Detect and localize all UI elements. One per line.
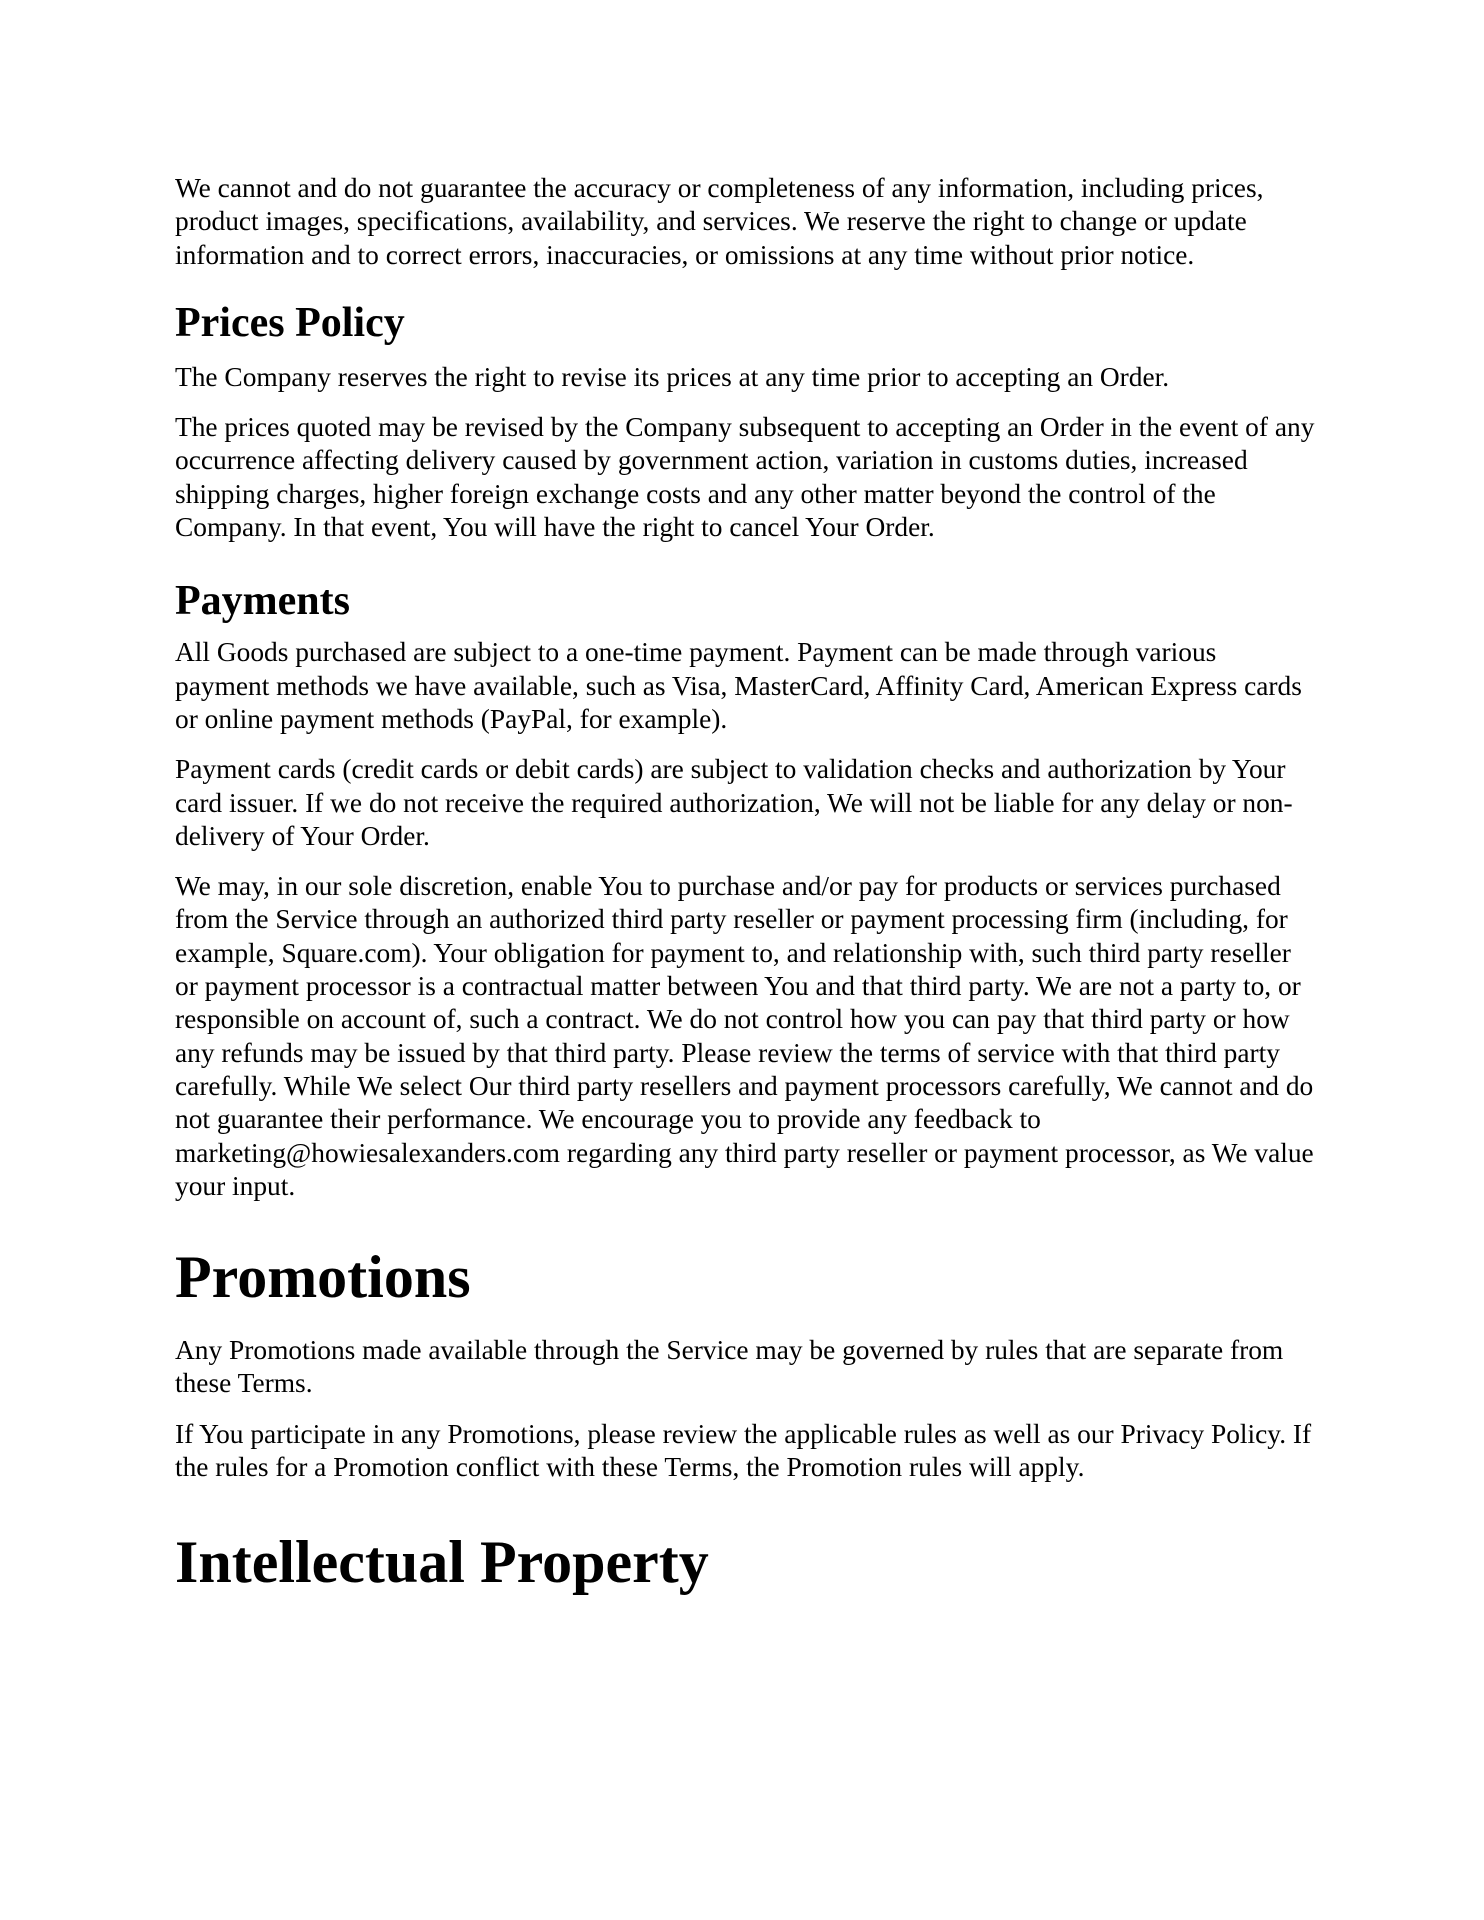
payments-heading: Payments: [175, 578, 350, 625]
intellectual-property-heading: Intellectual Property: [175, 1529, 709, 1596]
payments-paragraph-2: Payment cards (credit cards or debit cards) are subject to validation checks and authorization by Your card issuer. If we do not receive the required authorization, We will not be liable for any delay or non-delivery of Your Order.: [175, 754, 1293, 851]
promotions-paragraph-2: If You participate in any Promotions, please review the applicable rules as well as our Privacy Policy. If the rules for a Promotion conflict with these Terms, the Promotion rules will apply.: [175, 1418, 1312, 1483]
prices-policy-paragraph-1: The Company reserves the right to revise its prices at any time prior to accepting an Order.: [175, 361, 1170, 392]
prices-policy-heading: Prices Policy: [175, 299, 405, 346]
promotions-heading: Promotions: [175, 1244, 471, 1311]
intro-paragraph: We cannot and do not guarantee the accuracy or completeness of any information, including prices, product images, specifications, availability, and services. We reserve the right to change or update information and to correct errors, inaccuracies, or omissions at any time without prior notice.: [175, 173, 1264, 270]
promotions-paragraph-1: Any Promotions made available through the Service may be governed by rules that are separate from these Terms.: [175, 1335, 1284, 1399]
document-page: [175, 172, 1315, 1596]
payments-paragraph-3: We may, in our sole discretion, enable You to purchase and/or pay for products or services purchased from the Service through an authorized third party reseller or payment processing firm (including, for example, Square.com). Your obligation for payment to, and relationship with, such third party reseller or payment processor is a contractual matter between You and that third party. We are not a party to, or responsible on account of, such a contract. We do not control how you can pay that third party or how any refunds may be issued by that third party. Please review the terms of service with that third party carefully. While We select Our third party resellers and payment processors carefully, We cannot and do not guarantee their performance. We encourage you to provide any feedback to marketing@howiesalexanders.com regarding any third party reseller or payment processor, as We value your input.: [175, 871, 1314, 1201]
prices-policy-paragraph-2: The prices quoted may be revised by the Company subsequent to accepting an Order in the event of any occurrence affecting delivery caused by government action, variation in customs duties, increased shipping charges, higher foreign exchange costs and any other matter beyond the control of the Company. In that event, You will have the right to cancel Your Order.: [175, 412, 1315, 543]
payments-paragraph-1: All Goods purchased are subject to a one-time payment. Payment can be made through various payment methods we have available, such as Visa, MasterCard, Affinity Card, American Express cards or online payment methods (PayPal, for example).: [175, 637, 1302, 734]
